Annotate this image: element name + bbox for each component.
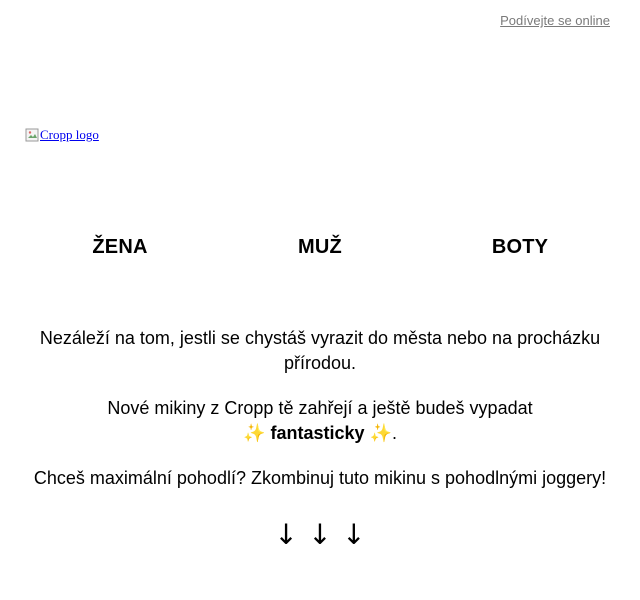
nav-item-zena[interactable]: ŽENA bbox=[92, 236, 148, 258]
comfort-paragraph: Chceš maximální pohodlí? Zkombinuj tuto mikinu s pohodlnými joggery! bbox=[33, 468, 607, 488]
period-text: . bbox=[391, 423, 397, 443]
down-arrow-icon: ↓ bbox=[274, 518, 298, 551]
logo-link[interactable] bbox=[25, 127, 99, 143]
broken-image-icon bbox=[25, 128, 39, 142]
view-online-link[interactable]: Podívejte se online bbox=[500, 13, 610, 28]
hoodies-paragraph bbox=[20, 396, 620, 446]
sparkle-icon: ✨ bbox=[369, 423, 392, 443]
nav-item-boty[interactable]: BOTY bbox=[491, 236, 549, 258]
down-arrow-icon: ↓ bbox=[342, 518, 366, 551]
fantastic-text: fantasticky bbox=[270, 423, 365, 443]
nav-item-muz[interactable]: MUŽ bbox=[298, 236, 342, 258]
intro-paragraph: Nezáleží na tom, jestli se chystáš vyrazit do města nebo na procházku přírodou. bbox=[39, 328, 601, 373]
down-arrows bbox=[0, 519, 640, 551]
logo-alt-text: Cropp logo bbox=[40, 127, 99, 142]
category-nav bbox=[0, 236, 640, 266]
down-arrow-icon: ↓ bbox=[308, 518, 332, 551]
sparkle-icon: ✨ bbox=[243, 423, 266, 443]
hoodies-paragraph-line2 bbox=[20, 421, 620, 446]
hoodies-paragraph-line1: Nové mikiny z Cropp tě zahřejí a ještě budeš vypadat bbox=[107, 398, 533, 418]
